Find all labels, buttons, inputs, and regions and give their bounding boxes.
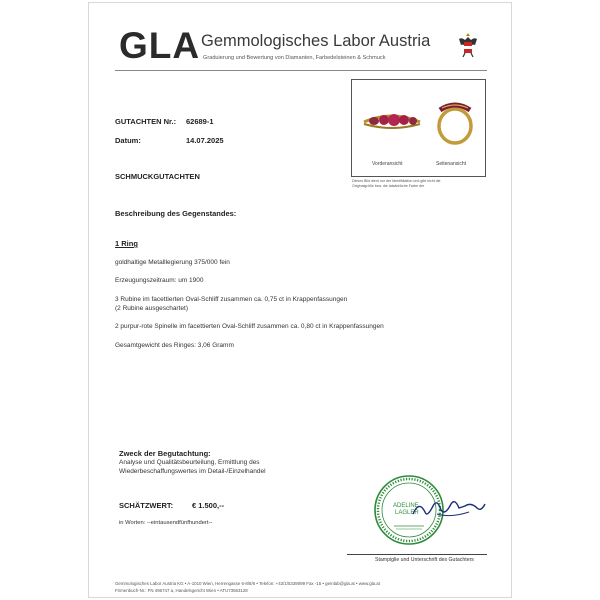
handwritten-signature — [407, 494, 487, 524]
description-line: 2 purpur-rote Spinelle im facettierten Oval-Schliff zusammen ca. 0,80 ct in Krappenfassungen — [115, 323, 384, 330]
valuation-value: € 1.500,-- — [192, 501, 225, 510]
valuation-in-words: in Worten: --eintausendfünfhundert-- — [119, 520, 213, 526]
ring-front-view-image — [362, 102, 422, 138]
description-line: Erzeugungszeitraum: um 1900 — [115, 277, 204, 284]
stamp-name-line-2: LAGLER — [395, 510, 419, 516]
description-line: 3 Rubine im facettierten Oval-Schliff zusammen ca. 0,75 ct in Krappenfassungen — [115, 296, 348, 303]
caption-side-view: Seitenansicht — [436, 161, 467, 167]
lab-title: Gemmologisches Labor Austria — [201, 32, 431, 50]
report-number-value: 62689-1 — [186, 117, 214, 126]
description-heading: Beschreibung des Gegenstandes: — [115, 209, 237, 218]
footer-address: Gemmologisches Labor Austria KG • A-1010 Wien, Herrengasse 6-8/8/6 • Telefon: +43/1/5339099 Fax -15 • gemlab@gla.at • www.gla.at — [115, 581, 380, 586]
valuation-label: SCHÄTZWERT: — [119, 501, 174, 510]
purpose-line-2: Wiederbeschaffungswertes im Detail-/Einzelhandel — [119, 468, 266, 475]
report-date-label: Datum: — [115, 136, 141, 145]
gla-logo: GLA — [119, 25, 201, 66]
ring-photo-frame — [351, 79, 486, 177]
certificate-page — [88, 2, 512, 598]
lab-subtitle: Graduierung und Bewertung von Diamanten, Farbedelsteinen & Schmuck — [203, 55, 386, 61]
report-type: SCHMUCKGUTACHTEN — [115, 172, 200, 181]
signature-caption: Stampiglie und Unterschrift des Gutachters — [375, 557, 474, 563]
signature-line — [347, 554, 487, 555]
report-number-label: GUTACHTEN Nr.: — [115, 117, 177, 126]
ring-side-view-image — [434, 96, 476, 146]
stamp-name-line-1: ADELINE — [393, 503, 419, 509]
austrian-eagle-crest-icon — [457, 31, 479, 59]
report-date-value: 14.07.2025 — [186, 136, 224, 145]
description-line: Gesamtgewicht des Ringes: 3,06 Gramm — [115, 342, 234, 349]
footer-registration: Firmenbuch-Nr.: FN 496747 a, Handelsgericht Wien • ATU73563128 — [115, 588, 248, 593]
photo-disclaimer-2: Originalgröße bzw. die tatsächliche Farbe der — [352, 184, 425, 188]
item-title: 1 Ring — [115, 239, 138, 248]
purpose-line-1: Analyse und Qualitätsbeurteilung, Ermittlung des — [119, 459, 260, 466]
description-line: (2 Rubine ausgeschartet) — [115, 305, 188, 312]
photo-disclaimer-1: Dieses Bild dient nur der Identifikation und gibt nicht die — [352, 179, 441, 183]
purpose-heading: Zweck der Begutachtung: — [119, 449, 211, 458]
description-line: goldhaltige Metalllegierung 375/000 fein — [115, 259, 230, 266]
caption-front-view: Vorderansicht — [372, 161, 403, 167]
header-divider — [115, 70, 487, 71]
